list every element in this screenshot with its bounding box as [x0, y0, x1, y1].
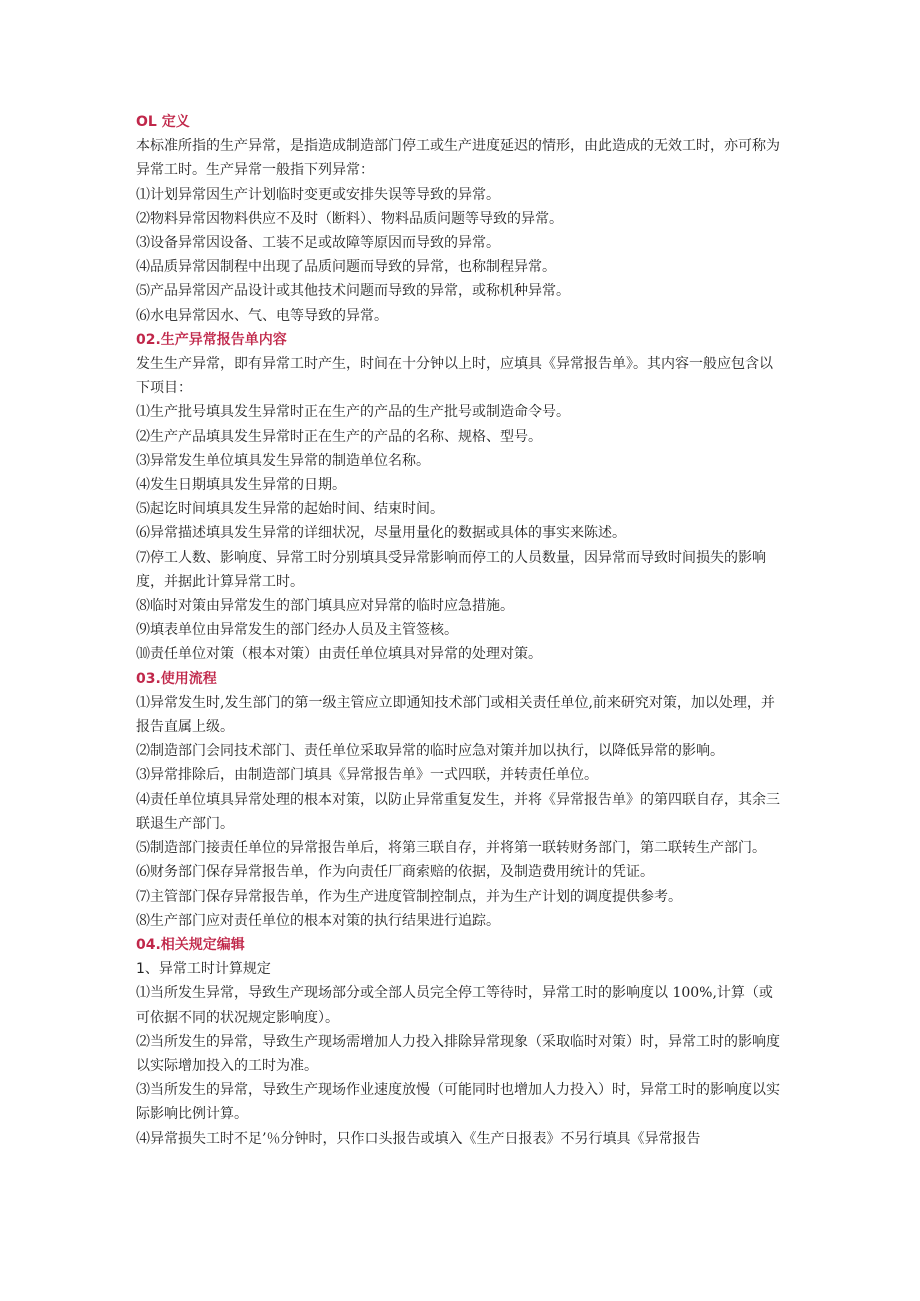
list-item: ⑴异常发生时,发生部门的第一级主管应立即通知技术部门或相关责任单位,前来研究对策，加以处理，并报告直属上级。 [136, 694, 775, 736]
list-item: ⑴当所发生异常，导致生产现场部分或全部人员完全停工等待时，异常工时的影响度以 100%,计算（或可依据不同的状况规定影响度）。 [136, 985, 773, 1026]
list-item: ⑷异常损失工时不足’％分钟时，只作口头报告或填入《生产日报表》不另行填具《异常报告 [136, 1130, 701, 1147]
list-item: ⑷品质异常因制程中出现了品质问题而导致的异常，也称制程异常。 [136, 259, 556, 276]
list-item: ⑹财务部门保存异常报告单，作为向责任厂商索赔的依据，及制造费用统计的凭证。 [136, 864, 654, 881]
section-heading-report-content: 02.生产异常报告单内容 [136, 331, 287, 348]
list-item: ⑽责任单位对策（根本对策）由责任单位填具对异常的处理对策。 [136, 646, 542, 663]
list-item: ⑵制造部门会同技术部门、责任单位采取异常的临时应急对策并加以执行，以降低异常的影响。 [136, 743, 724, 760]
list-item: ⑵生产产品填具发生异常时正在生产的产品的名称、规格、型号。 [136, 428, 542, 445]
list-item: ⑻生产部门应对责任单位的根本对策的执行结果进行追踪。 [136, 912, 500, 929]
list-item: ⑹水电异常因水、气、电等导致的异常。 [136, 307, 388, 324]
paragraph: 发生生产异常，即有异常工时产生，时间在十分钟以上时，应填具《异常报告单》。其内容一般应包含以下项目： [136, 356, 773, 397]
list-item: ⑶设备异常因设备、工装不足或故障等原因而导致的异常。 [136, 235, 500, 252]
list-item: ⑸起讫时间填具发生异常的起始时间、结束时间。 [136, 501, 444, 518]
list-item: ⑼填表单位由异常发生的部门经办人员及主管签核。 [136, 622, 458, 639]
section-heading-related-rules: 04.相关规定编辑 [136, 936, 245, 953]
list-item: ⑸产品异常因产品设计或其他技术问题而导致的异常，或称机种异常。 [136, 283, 570, 300]
list-item: ⑶当所发生的异常，导致生产现场作业速度放慢（可能同时也增加人力投入）时，异常工时的影响度以实际影响比例计算。 [136, 1082, 780, 1123]
list-item: ⑻临时对策由异常发生的部门填具应对异常的临时应急措施。 [136, 598, 514, 615]
list-item: ⑴计划异常因生产计划临时变更或安排失误等导致的异常。 [136, 186, 500, 203]
list-item: ⑴生产批号填具发生异常时正在生产的产品的生产批号或制造命令号。 [136, 404, 570, 421]
list-item: ⑵物料异常因物料供应不及时（断料）、物料品质问题等导致的异常。 [136, 210, 563, 227]
list-item: ⑺停工人数、影响度、异常工时分别填具受异常影响而停工的人员数量，因异常而导致时间损失的影响度，并据此计算异常工时。 [136, 549, 766, 590]
list-item: ⑹异常描述填具发生异常的详细状况，尽量用量化的数据或具体的事实来陈述。 [136, 525, 626, 542]
section-heading-usage-flow: 03.使用流程 [136, 670, 217, 687]
document-body [136, 110, 786, 1151]
list-item: ⑷发生日期填具发生异常的日期。 [136, 477, 346, 494]
paragraph: 本标准所指的生产异常，是指造成制造部门停工或生产进度延迟的情形，由此造成的无效工时，亦可称为异常工时。生产异常一般指下列异常： [136, 138, 780, 179]
list-item: ⑸制造部门接责任单位的异常报告单后，将第三联自存，并将第一联转财务部门，第二联转生产部门。 [136, 840, 766, 857]
list-item: ⑺主管部门保存异常报告单，作为生产进度管制控制点，并为生产计划的调度提供参考。 [136, 888, 682, 905]
list-item: ⑵当所发生的异常，导致生产现场需增加人力投入排除异常现象（采取临时对策）时，异常工时的影响度以实际增加投入的工时为准。 [136, 1033, 780, 1074]
list-item: ⑶异常发生单位填具发生异常的制造单位名称。 [136, 452, 430, 469]
section-heading-definition: OL 定义 [136, 114, 190, 130]
subheading: 1、异常工时计算规定 [136, 961, 271, 978]
list-item: ⑷责任单位填具异常处理的根本对策，以防止异常重复发生，并将《异常报告单》的第四联自存，其余三联退生产部门。 [136, 791, 780, 832]
list-item: ⑶异常排除后，由制造部门填具《异常报告单》一式四联，并转责任单位。 [136, 767, 598, 784]
